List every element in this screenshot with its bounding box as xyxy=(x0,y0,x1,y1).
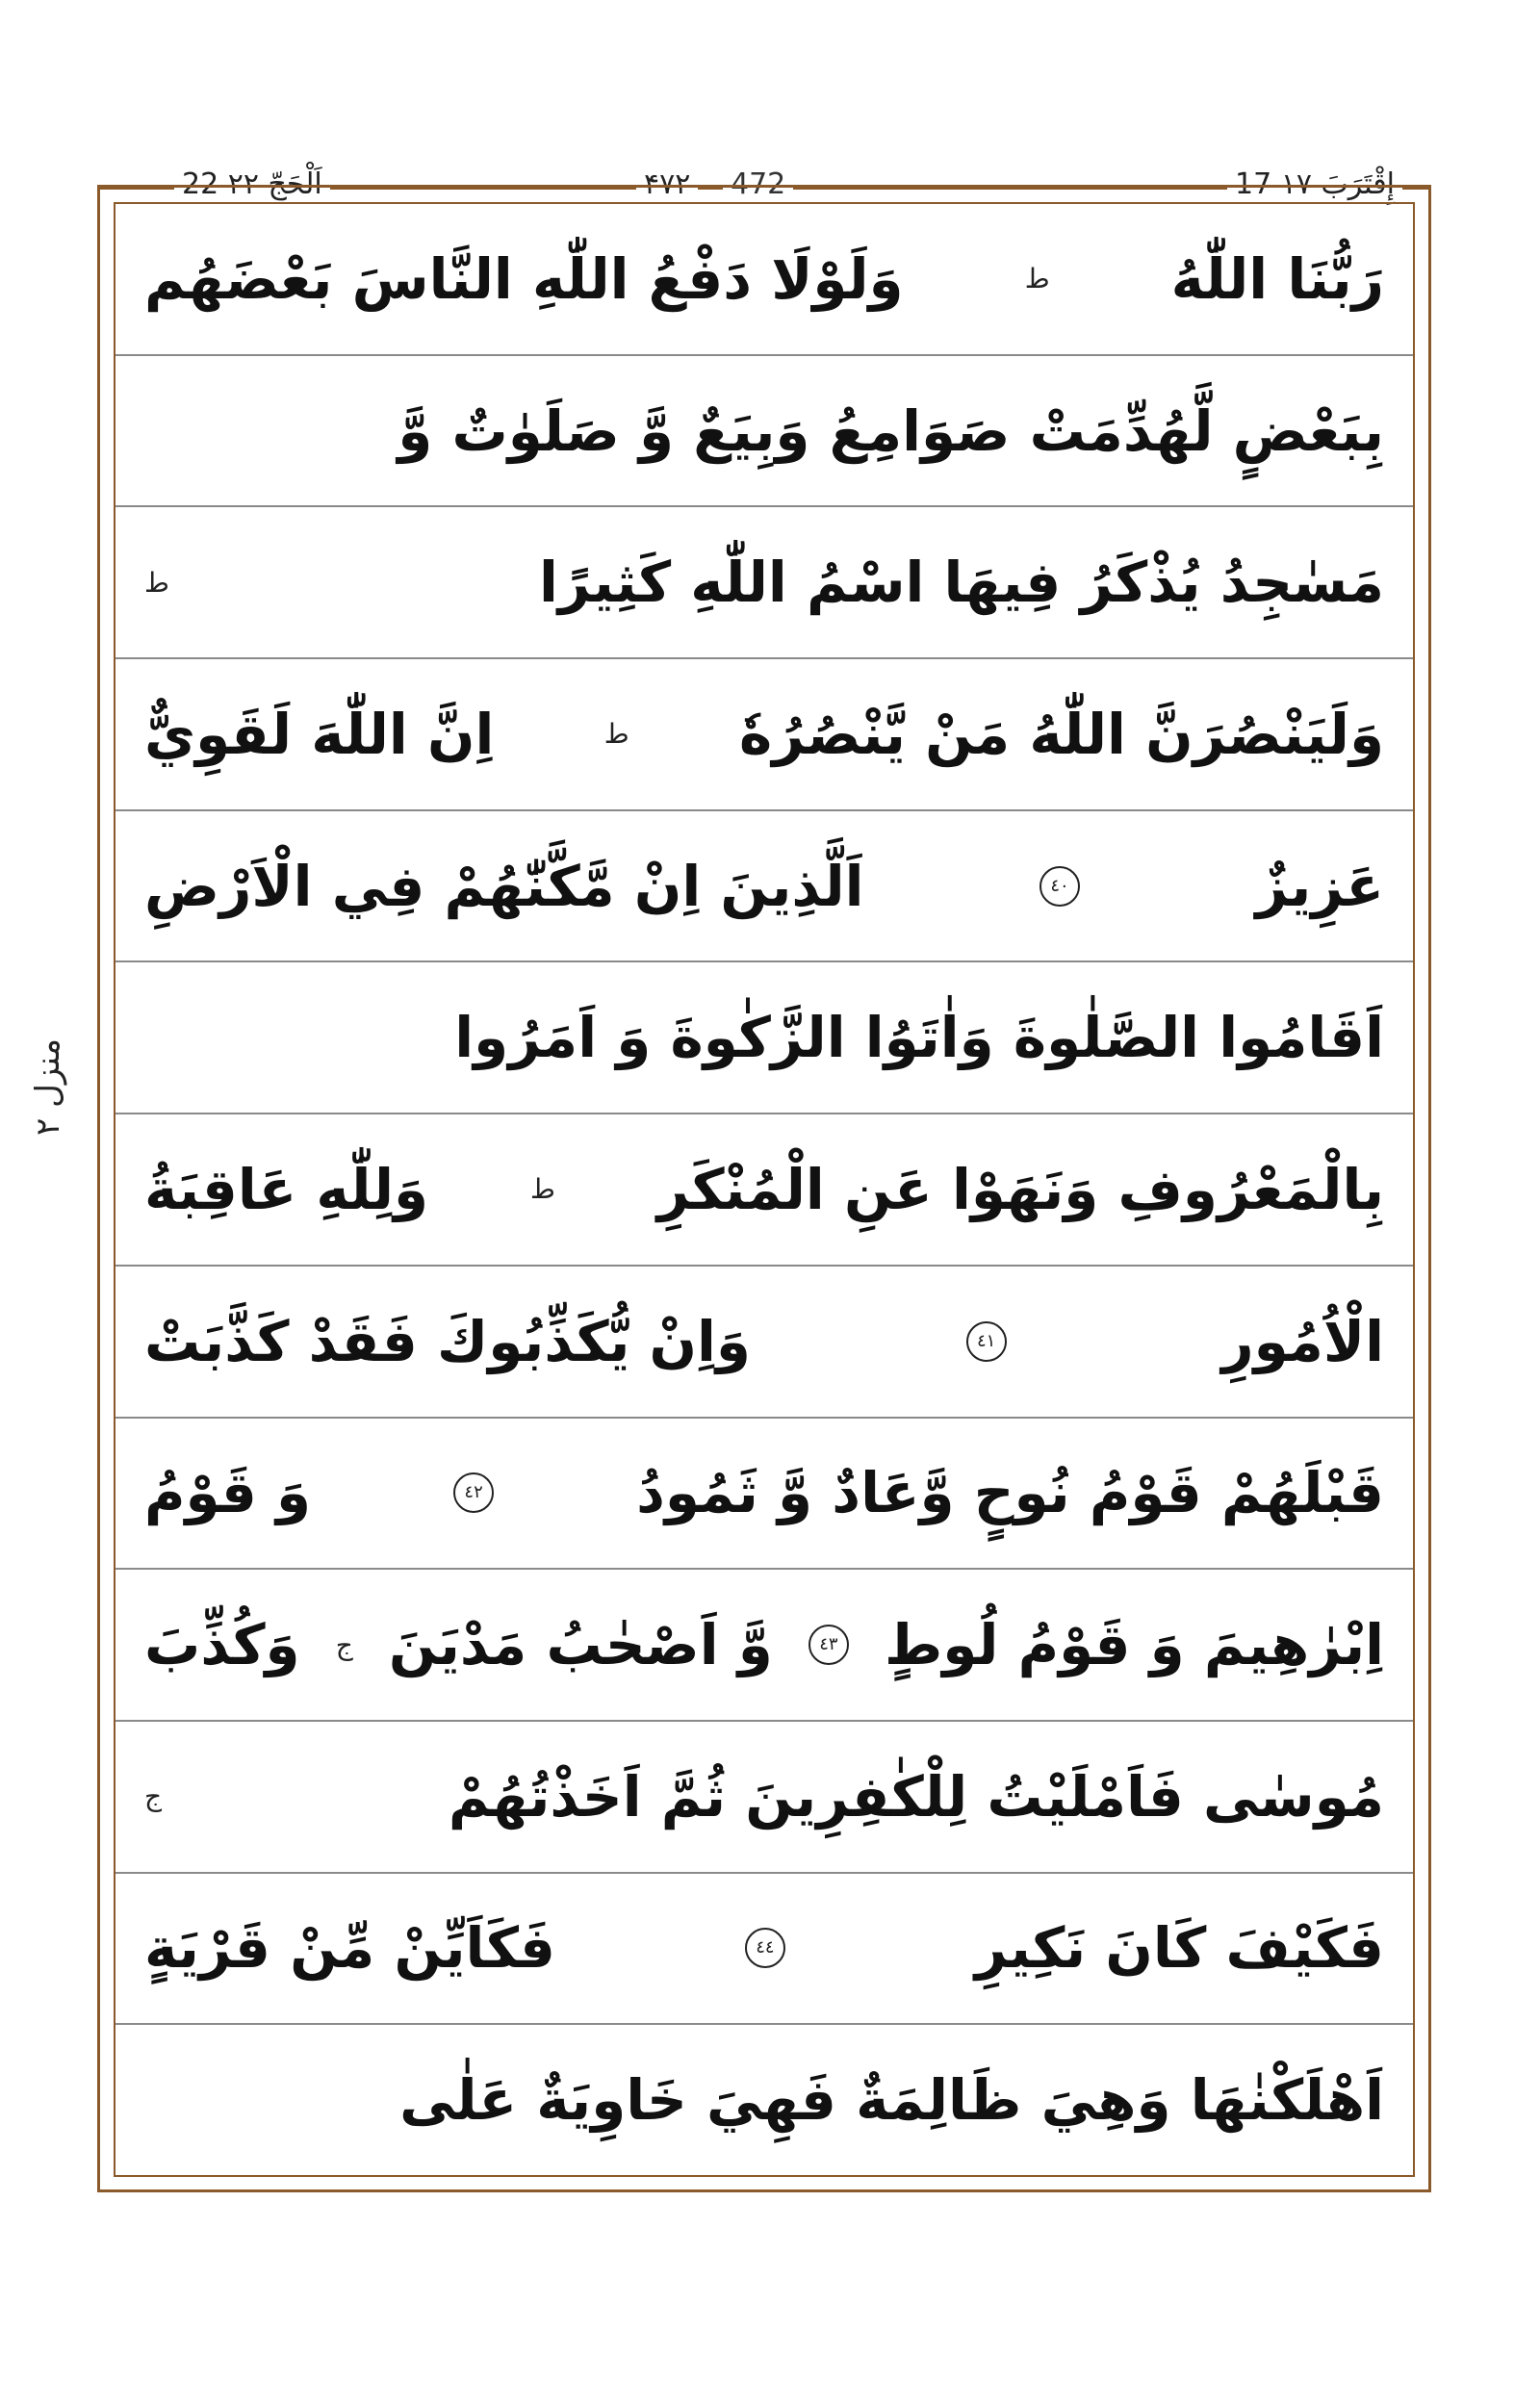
verse-text: وَلِلّٰهِ عَاقِبَةُ xyxy=(144,1156,429,1222)
waqf-mark: ط xyxy=(529,1173,555,1206)
verse-text: عَزِيزٌ xyxy=(1255,853,1384,919)
verse-text: اَقَامُوا الصَّلٰوةَ وَاٰتَوُا الزَّكٰوةَ وَ اَمَرُوا xyxy=(454,1005,1384,1071)
ayah-number-marker: ٤٣ xyxy=(808,1625,849,1665)
verse-line-12 xyxy=(116,1874,1413,2026)
verse-text: وَلَيَنْصُرَنَّ اللّٰهُ مَنْ يَّنْصُرُهٗ xyxy=(738,701,1384,767)
verse-line-6 xyxy=(116,962,1413,1114)
verse-line-9 xyxy=(116,1419,1413,1571)
ayah-number-marker: ٤١ xyxy=(966,1321,1007,1362)
waqf-mark: ج xyxy=(335,1628,353,1661)
verse-text: فَكَيْفَ كَانَ نَكِيرِ xyxy=(974,1915,1384,1982)
ayah-number-marker: ٤٠ xyxy=(1040,866,1080,907)
verse-line-4 xyxy=(116,659,1413,811)
verse-text: اَهْلَكْنٰهَا وَهِيَ ظَالِمَةٌ فَهِيَ خَاوِيَةٌ عَلٰى xyxy=(399,2067,1384,2134)
verse-line-5 xyxy=(116,811,1413,963)
verse-text: مَسٰجِدُ يُذْكَرُ فِيهَا اسْمُ اللّٰهِ كَثِيرًا xyxy=(539,550,1384,616)
verse-text: وَّ اَصْحٰبُ مَدْيَنَ xyxy=(388,1612,773,1678)
waqf-mark: ج xyxy=(144,1780,163,1813)
verse-text: رَبُّنَا اللّٰهُ xyxy=(1170,245,1384,312)
verse-text: مُوسٰى فَاَمْلَيْتُ لِلْكٰفِرِينَ ثُمَّ اَخَذْتُهُمْ xyxy=(448,1763,1384,1830)
ayah-number-marker: ٤٤ xyxy=(745,1928,785,1968)
surah-name-left: 22 اَلْحَجّ ٢٢ xyxy=(174,164,330,206)
verse-text: بِبَعْضٍ لَّهُدِّمَتْ صَوَامِعُ وَبِيَعٌ وَّ صَلَوٰتٌ وَّ xyxy=(398,397,1384,464)
verse-line-7 xyxy=(116,1114,1413,1267)
verse-text: اِبْرٰهِيمَ وَ قَوْمُ لُوطٍ xyxy=(885,1612,1384,1678)
verse-text: فَكَاَيِّنْ مِّنْ قَرْيَةٍ xyxy=(144,1915,555,1982)
verse-text: وَلَوْلَا دَفْعُ اللّٰهِ النَّاسَ بَعْضَهُم xyxy=(144,245,904,312)
verse-line-13 xyxy=(116,2025,1413,2175)
verse-text: وَ قَوْمُ xyxy=(144,1460,312,1526)
quran-text-block xyxy=(116,204,1413,2175)
waqf-mark: ط xyxy=(1024,263,1050,295)
waqf-mark: ط xyxy=(603,718,629,751)
verse-text: اِنَّ اللّٰهَ لَقَوِيٌّ xyxy=(144,701,495,767)
verse-line-10 xyxy=(116,1570,1413,1722)
verse-text: بِالْمَعْرُوفِ وَنَهَوْا عَنِ الْمُنْكَرِ xyxy=(656,1156,1384,1222)
verse-line-1 xyxy=(116,204,1413,356)
verse-line-8 xyxy=(116,1267,1413,1419)
page-number-urdu: ۴۷۲ xyxy=(636,164,698,206)
verse-line-3 xyxy=(116,507,1413,659)
verse-line-2 xyxy=(116,356,1413,508)
manzil-marker: منزل ٢ xyxy=(29,1037,67,1136)
juz-name-right: 17 إِقْتَرَبَ ١٧ xyxy=(1227,164,1402,206)
ayah-number-marker: ٤٢ xyxy=(453,1472,494,1513)
verse-text: الْاُمُورِ xyxy=(1221,1308,1384,1374)
verse-line-11 xyxy=(116,1722,1413,1874)
verse-text: وَكُذِّبَ xyxy=(144,1612,300,1678)
verse-text: وَاِنْ يُّكَذِّبُوكَ فَقَدْ كَذَّبَتْ xyxy=(144,1308,751,1374)
page-number: 472 xyxy=(723,164,793,206)
waqf-mark: ط xyxy=(144,566,169,599)
verse-text: اَلَّذِينَ اِنْ مَّكَّنّٰهُمْ فِي الْاَرْضِ xyxy=(144,853,864,919)
verse-text: قَبْلَهُمْ قَوْمُ نُوحٍ وَّعَادٌ وَّ ثَمُودُ xyxy=(636,1460,1384,1526)
